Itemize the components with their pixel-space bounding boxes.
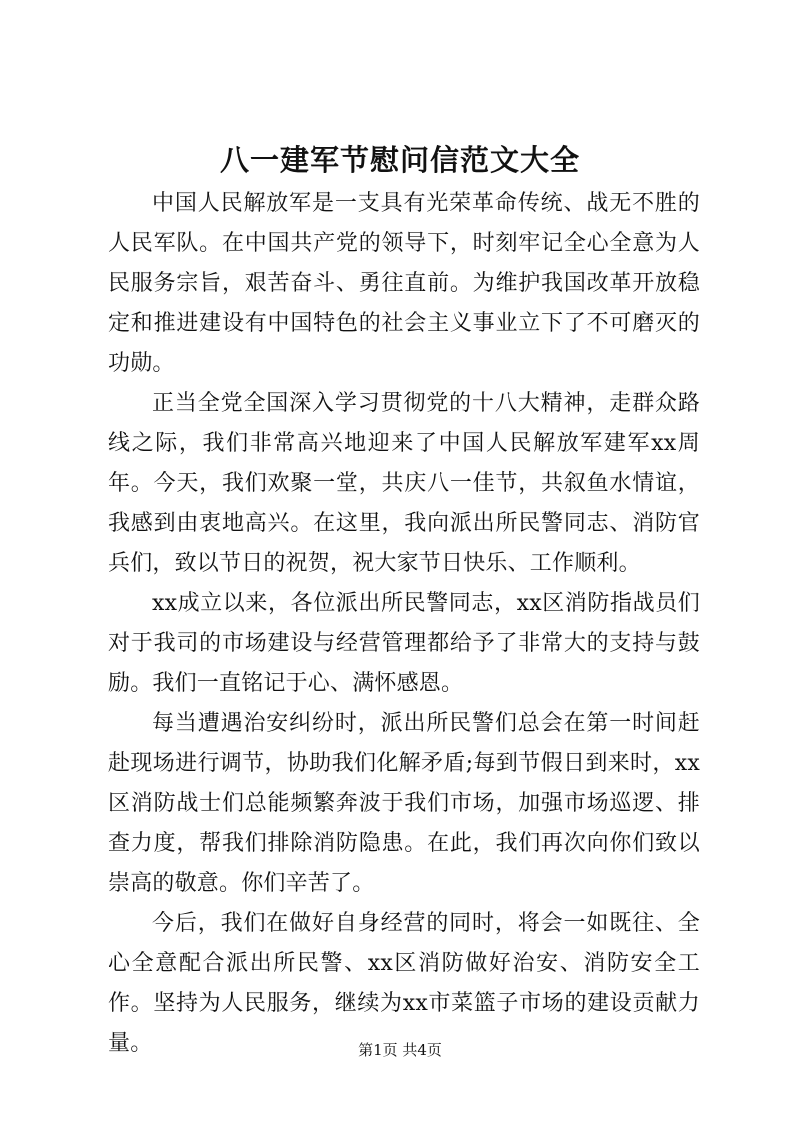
paragraph-3: xx成立以来，各位派出所民警同志，xx区消防指战员们对于我司的市场建设与经营管理都给予了非常大的支持与鼓励。我们一直铭记于心、满怀感恩。 xyxy=(108,591,700,696)
paragraph-2: 正当全党全国深入学习贯彻党的十八大精神，走群众路线之际，我们非常高兴地迎来了中国人民解放军建军xx周年。今天，我们欢聚一堂，共庆八一佳节，共叙鱼水情谊，我感到由衷地高兴。在这里，我向派出所民警同志、消防官兵们，致以节日的祝贺，祝大家节日快乐、工作顺利。 xyxy=(108,391,700,576)
page-number-footer: 第1页 共4页 xyxy=(358,1041,442,1059)
paragraph-1: 中国人民解放军是一支具有光荣革命传统、战无不胜的人民军队。在中国共产党的领导下，时刻牢记全心全意为人民服务宗旨，艰苦奋斗、勇往直前。为维护我国改革开放稳定和推进建设有中国特色的社会主义事业立下了不可磨灭的功勋。 xyxy=(108,191,700,376)
paragraph-5: 今后，我们在做好自身经营的同时，将会一如既往、全心全意配合派出所民警、xx区消防做好治安、消防安全工作。坚持为人民服务，继续为xx市菜篮子市场的建设贡献力量。 xyxy=(108,911,700,1056)
document-title: 八一建军节慰问信范文大全 xyxy=(219,143,580,177)
document-body xyxy=(108,184,700,1064)
paragraph-4: 每当遭遇治安纠纷时，派出所民警们总会在第一时间赶赴现场进行调节，协助我们化解矛盾;每到节假日到来时，xx区消防战士们总能频繁奔波于我们市场，加强市场巡逻、排查力度，帮我们排除消防隐患。在此，我们再次向你们致以崇高的敬意。你们辛苦了。 xyxy=(108,711,700,896)
